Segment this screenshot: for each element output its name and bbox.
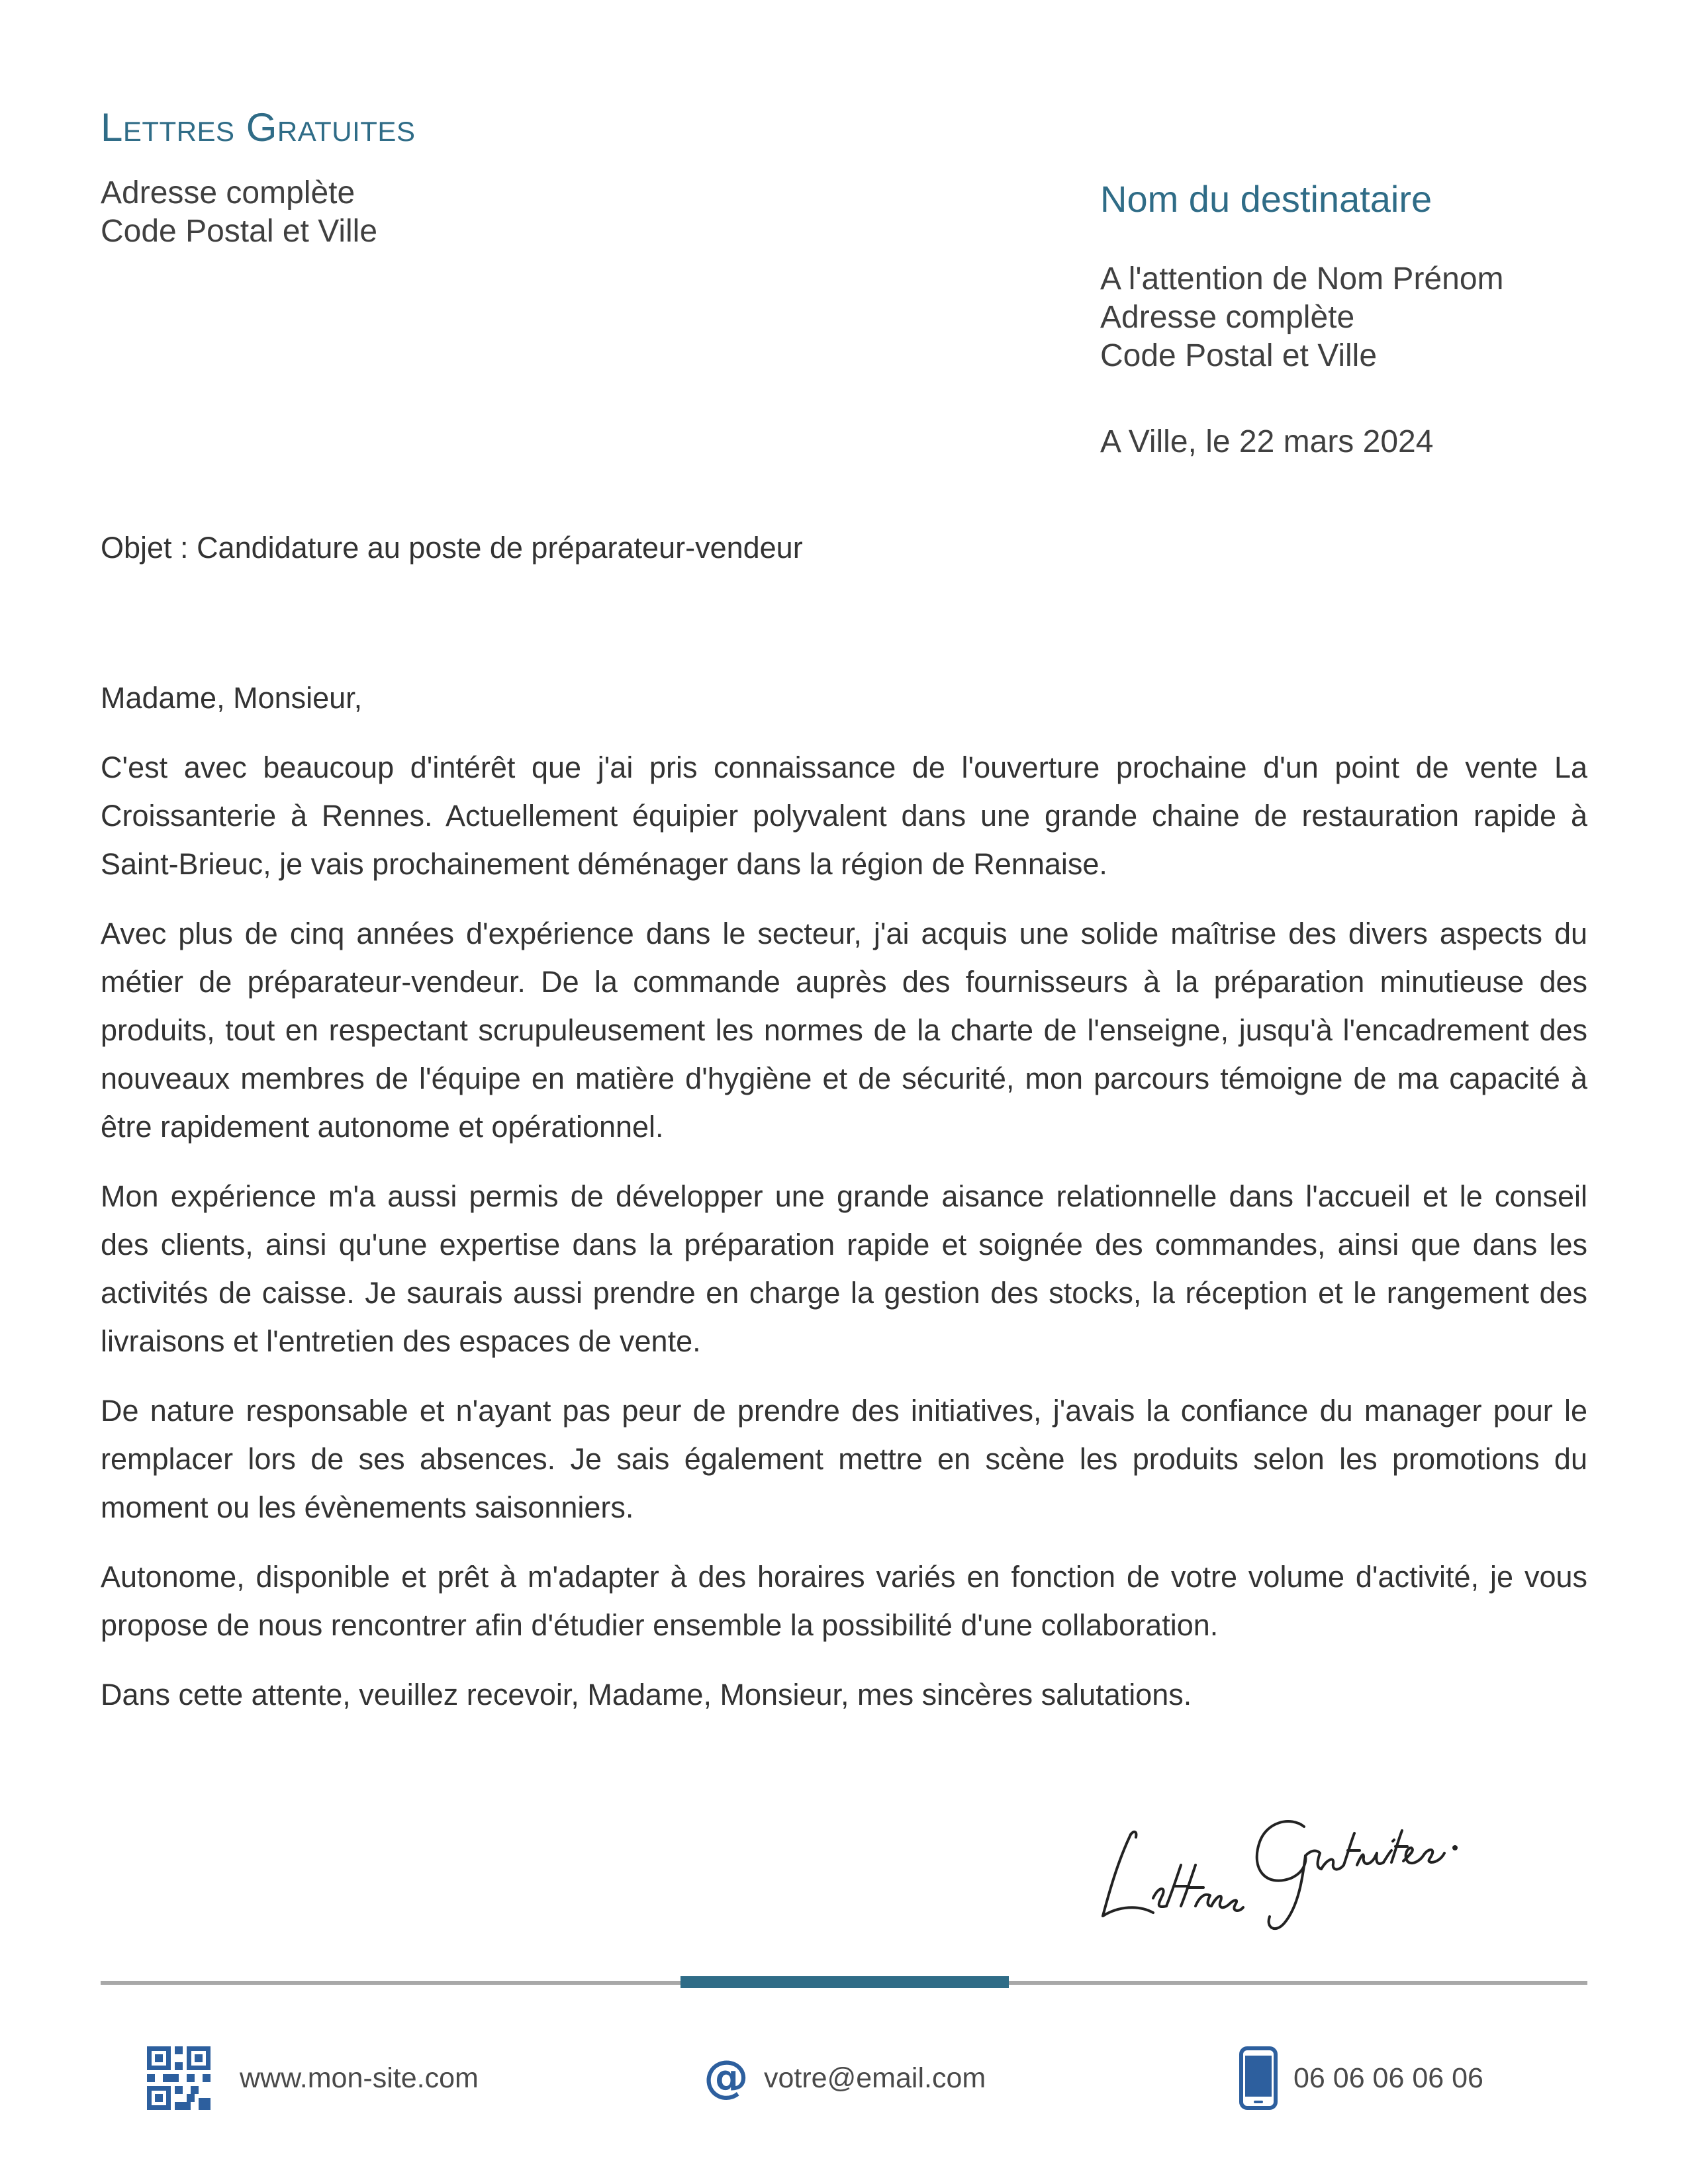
mobile-phone-icon bbox=[1239, 2046, 1278, 2110]
body-paragraph: Autonome, disponible et prêt à m'adapter à des horaires variés en fonction de votre volume d'activité, je vous propose de nous rencontrer afin d'étudier ensemble la possibilité d'une collaboration. bbox=[101, 1560, 1587, 1642]
recipient-name: Nom du destinataire bbox=[1100, 178, 1432, 220]
body-paragraph: De nature responsable et n'ayant pas peur de prendre des initiatives, j'avais la confiance du manager pour le remplacer lors de ses absences. Je sais également mettre en scène les produits selon les promotions du moment ou les évènements saisonniers. bbox=[101, 1394, 1587, 1524]
email-text[interactable]: votre@email.com bbox=[764, 2062, 986, 2094]
handwritten-signature bbox=[1092, 1787, 1463, 1939]
footer-accent-bar bbox=[680, 1976, 1009, 1988]
letter-subject: Objet : Candidature au poste de préparateur-vendeur bbox=[101, 531, 803, 565]
recipient-address: Adresse complète bbox=[1100, 300, 1355, 335]
recipient-attention: A l'attention de Nom Prénom bbox=[1100, 261, 1504, 296]
footer-phone bbox=[1239, 2045, 1483, 2111]
letter-greeting: Madame, Monsieur, bbox=[101, 681, 363, 715]
footer-email bbox=[703, 2045, 986, 2111]
letter-closing: Dans cette attente, veuillez recevoir, Madame, Monsieur, mes sincères salutations. bbox=[101, 1678, 1192, 1711]
sender-city: Code Postal et Ville bbox=[101, 214, 378, 249]
sender-address: Adresse complète bbox=[101, 175, 355, 210]
body-paragraph: C'est avec beaucoup d'intérêt que j'ai pris connaissance de l'ouverture prochaine d'un point de vente La Croissanterie à Rennes. Actuellement équipier polyvalent dans une grande chaine de restauration rapide à Saint-Brieuc, je vais prochainement déménager dans la région de Rennaise. bbox=[101, 751, 1587, 881]
at-sign-icon bbox=[703, 2055, 749, 2101]
website-text[interactable]: www.mon-site.com bbox=[240, 2062, 479, 2094]
letter-date: A Ville, le 22 mars 2024 bbox=[1100, 424, 1434, 459]
phone-text[interactable]: 06 06 06 06 06 bbox=[1293, 2062, 1483, 2094]
body-paragraph: Mon expérience m'a aussi permis de développer une grande aisance relationnelle dans l'accueil et le conseil des clients, ainsi qu'une expertise dans la préparation rapide et soignée des commandes, ainsi que dans les activités de caisse. Je saurais aussi prendre en charge la gestion des stocks, la réception et le rangement des livraisons et l'entretien des espaces de vente. bbox=[101, 1179, 1587, 1358]
body-paragraph: Avec plus de cinq années d'expérience dans le secteur, j'ai acquis une solide maîtrise des divers aspects du métier de préparateur-vendeur. De la commande auprès des fournisseurs à la préparation minutieuse des produits, tout en respectant scrupuleusement les normes de la charte de l'enseigne, jusqu'à l'encadrement des nouveaux membres de l'équipe en matière d'hygiène et de sécurité, mon parcours témoigne de ma capacité à être rapidement autonome et opérationnel. bbox=[101, 917, 1587, 1144]
letter-body bbox=[101, 674, 1587, 1740]
sender-name: Lettres Gratuites bbox=[101, 105, 416, 150]
recipient-city: Code Postal et Ville bbox=[1100, 338, 1378, 373]
svg-text:@: @ bbox=[704, 2055, 749, 2101]
qr-code-icon bbox=[147, 2046, 211, 2110]
footer-website bbox=[147, 2045, 479, 2111]
